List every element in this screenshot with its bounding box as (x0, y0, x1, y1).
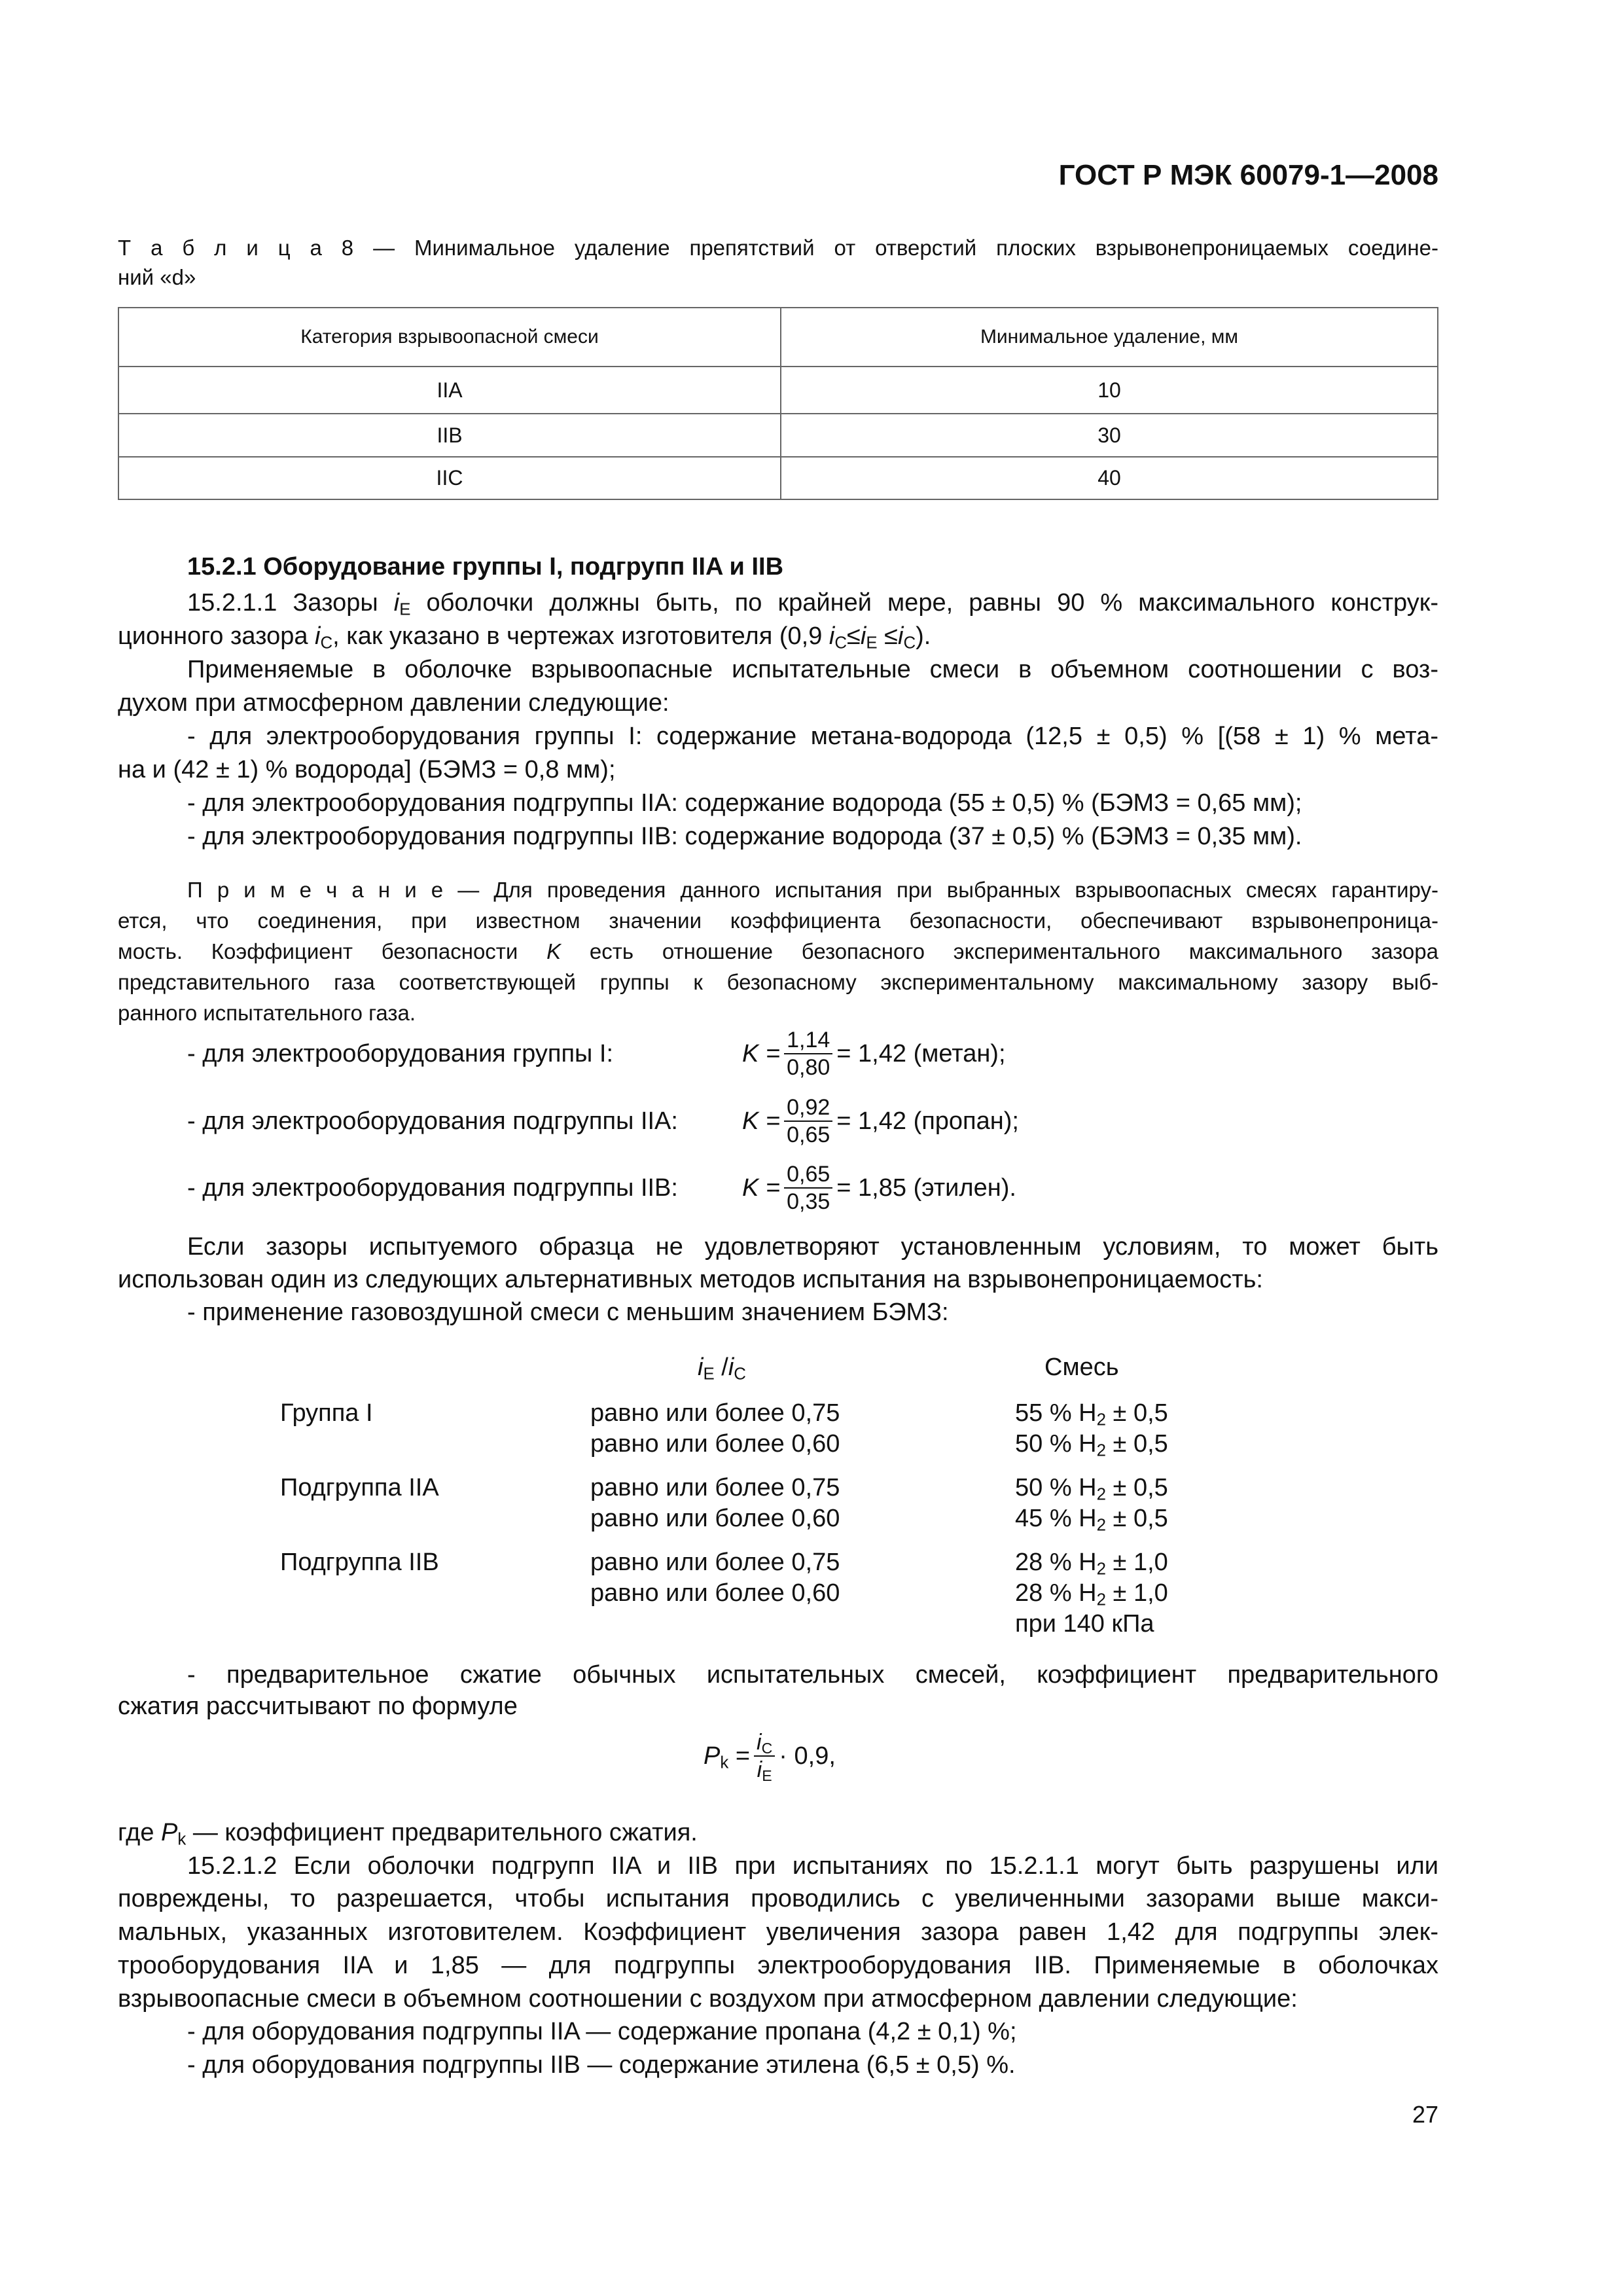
list-item (118, 2015, 1438, 2049)
text-run: = (728, 1742, 751, 1770)
subscript: C (320, 634, 333, 653)
math-symbol: i (698, 1354, 704, 1381)
subscript: C (903, 634, 916, 653)
subscript: C (834, 634, 847, 653)
text-line: - для оборудования подгруппы IIA — содержание пропана (4,2 ± 0,1) %; (187, 2018, 1017, 2046)
math-symbol: P (704, 1742, 721, 1770)
group-name: Группа I (280, 1399, 373, 1427)
subscript: 2 (1096, 1441, 1106, 1460)
text-line: - для электрооборудования группы I: содержание метана-водорода (12,5 ± 0,5) % [(58 ± 1) % мета- (187, 723, 1438, 750)
list-item (118, 787, 1438, 820)
text-line: 15.2.1.2 Если оболочки подгрупп IIA и IIB при испытаниях по 15.2.1.1 могут быть разрушены или (187, 1852, 1438, 1880)
pk-formula (704, 1723, 836, 1789)
text-run: при 140 кПа (1015, 1610, 1154, 1638)
coefficient-label: - для электрооборудования подгруппы IIB: (187, 1174, 678, 1202)
page-number: 27 (1412, 2101, 1438, 2128)
text-line: сжатия рассчитывают по формуле (118, 1693, 518, 1720)
coefficient-label: - для электрооборудования группы I: (187, 1039, 614, 1067)
fraction-denominator (754, 1757, 775, 1783)
math-symbol: i (728, 1354, 734, 1381)
text-run: 28 % H (1015, 1549, 1097, 1576)
fraction-numerator: 0,65 (784, 1161, 832, 1189)
text-run: ± 0,5 (1106, 1474, 1168, 1501)
subscript: k (177, 1830, 187, 1849)
subscript: E (866, 634, 878, 653)
text-run: ется, что соединения, при известном значении коэффициента безопасности, обеспечивают взрывонепроница- (118, 908, 1438, 933)
math-symbol: P (161, 1819, 178, 1846)
text-line (118, 905, 1438, 936)
text-run: ± 1,0 (1106, 1579, 1168, 1607)
text-run: 50 % H (1015, 1430, 1097, 1458)
text-run: оболочки должны быть, по крайней мере, равны 90 % максимального конструк- (410, 589, 1438, 617)
mixture-value (1015, 1503, 1168, 1534)
paragraph-where (118, 1816, 1438, 1850)
text-run: / (714, 1354, 728, 1381)
fraction-denominator: 0,65 (787, 1122, 830, 1147)
text-line: взрывоопасные смеси в объемном соотношении с воздухом при атмосферном давлении следующие: (118, 1984, 1298, 2013)
text-run: где (118, 1819, 162, 1846)
text-line (118, 936, 1438, 967)
table-row (118, 367, 1438, 414)
text-run: ± 1,0 (1106, 1549, 1168, 1576)
table-row (118, 414, 1438, 457)
list-item (118, 1296, 1438, 1329)
cell-distance: 40 (781, 457, 1438, 499)
text-run: ± 0,5 (1106, 1430, 1168, 1458)
mixture-value (1015, 1429, 1168, 1460)
subscript: E (762, 1767, 772, 1784)
coefficient-label: - для электрооборудования подгруппы IIA: (187, 1107, 678, 1135)
text-run: 50 % H (1015, 1474, 1097, 1501)
group-name: Подгруппа IIB (280, 1549, 439, 1576)
text-line: Если зазоры испытуемого образца не удовлетворяют установленным условиям, то может быть (187, 1233, 1438, 1261)
fraction-denominator: 0,80 (787, 1055, 830, 1080)
mixtures (1015, 1473, 1168, 1534)
math-symbol: i (897, 622, 904, 650)
fraction (784, 1094, 832, 1148)
mixture-value (1015, 1473, 1168, 1503)
text-line: Т а б л и ц а 8 — Минимальное удаление препятствий от отверстий плоских взрывонепроницаемых соедине- (118, 236, 1438, 260)
gap-ratios (590, 1398, 840, 1460)
math-symbol: i (393, 589, 400, 617)
text-line: духом при атмосферном давлении следующие: (118, 689, 669, 717)
mixture-header: Смесь (1044, 1354, 1119, 1381)
math-symbol: K (546, 939, 562, 963)
formula-lhs (704, 1742, 750, 1770)
list-item (118, 2049, 1438, 2082)
fraction (754, 1729, 775, 1783)
ratio-header (698, 1352, 746, 1383)
subscript: E (703, 1365, 715, 1384)
text-line: мальных, указанных изготовителем. Коэффициент увеличения зазора равен 1,42 для подгруппы элек- (118, 1918, 1438, 1946)
column-header-distance: Минимальное удаление, мм (781, 308, 1438, 367)
subscript: 2 (1096, 1410, 1106, 1429)
text-run: мость. Коэффициент безопасности (118, 939, 547, 963)
cell-category: IIA (118, 367, 781, 414)
subscript: k (720, 1753, 729, 1772)
text-line (118, 874, 1438, 905)
text-line: - предварительное сжатие обычных испытательных смесей, коэффициент предварительного (187, 1661, 1438, 1689)
text-line: - применение газовоздушной смеси с меньшим значением БЭМЗ: (187, 1299, 949, 1326)
text-run: 28 % H (1015, 1579, 1097, 1607)
list-item (118, 720, 1438, 787)
text-line: трооборудования IIA и 1,85 — для подгруппы электрооборудования IIB. Применяемые в оболочках (118, 1951, 1438, 1979)
k-symbol: K = (742, 1039, 781, 1067)
coefficient-result: = 1,85 (этилен). (836, 1174, 1016, 1202)
cell-distance: 10 (781, 367, 1438, 414)
text-line: использован один из следующих альтернативных методов испытания на взрывонепроницаемость: (118, 1266, 1263, 1293)
gap-ratios (590, 1473, 840, 1534)
text-line: повреждены, то разрешается, чтобы испытания проводились с увеличенными зазорами выше макси- (118, 1885, 1438, 1913)
math-symbol: i (315, 622, 321, 650)
text-run: есть отношение безопасного экспериментального максимального зазора (561, 939, 1438, 963)
text-line (118, 620, 1438, 653)
text-run: 15.2.1.1 Зазоры (187, 589, 394, 617)
column-header-category: Категория взрывоопасной смеси (118, 308, 781, 367)
text-run: ≤ (877, 622, 898, 650)
k-symbol: K = (742, 1107, 781, 1135)
list-item (118, 1659, 1438, 1722)
coefficient-result: = 1,42 (метан); (836, 1039, 1006, 1067)
group-name: Подгруппа IIA (280, 1474, 439, 1501)
math-symbol: i (757, 1730, 762, 1755)
text-run: ранного испытательного газа. (118, 1001, 416, 1025)
list-item (118, 820, 1438, 853)
table-row (118, 457, 1438, 499)
mixture-value (1015, 1398, 1168, 1429)
mixtures (1015, 1547, 1168, 1640)
text-line (118, 586, 1438, 620)
text-run: П р и м е ч а н и е — Для проведения данного испытания при выбранных взрывоопасных смесях гарантиру- (187, 878, 1438, 902)
subscript: 2 (1096, 1516, 1106, 1535)
text-line: - для оборудования подгруппы IIB — содержание этилена (6,5 ± 0,5) %. (187, 2051, 1016, 2079)
text-run: ционного зазора (118, 622, 315, 650)
formula-rhs: · 0,9, (779, 1742, 836, 1770)
text-run: 45 % H (1015, 1505, 1097, 1532)
coefficient-item (187, 1088, 1019, 1154)
fraction-numerator: 1,14 (784, 1027, 832, 1054)
paragraph-test-mixtures (118, 653, 1438, 720)
ratio-value: равно или более 0,60 (590, 1430, 840, 1458)
text-run: ± 0,5 (1106, 1399, 1168, 1427)
cell-category: IIC (118, 457, 781, 499)
cell-distance: 30 (781, 414, 1438, 457)
cell-category: IIB (118, 414, 781, 457)
paragraph-15-2-1-2 (118, 1850, 1438, 2016)
ratio-value: равно или более 0,75 (590, 1474, 840, 1501)
math-symbol: i (757, 1757, 762, 1782)
fraction (784, 1161, 832, 1215)
mixture-value (1015, 1547, 1168, 1578)
text-run: ). (916, 622, 931, 650)
table-caption (118, 233, 1438, 292)
math-symbol: i (860, 622, 866, 650)
fraction-numerator: 0,92 (784, 1094, 832, 1122)
section-body-3 (118, 1816, 1438, 2082)
subscript: C (734, 1365, 746, 1384)
ratio-value: равно или более 0,75 (590, 1549, 840, 1576)
mixture-value (1015, 1609, 1168, 1640)
fraction-denominator: 0,35 (787, 1189, 830, 1214)
coefficient-item (187, 1155, 1016, 1221)
mixtures (1015, 1398, 1168, 1460)
section-body-1 (118, 586, 1438, 853)
text-line: на и (42 ± 1) % водорода] (БЭМЗ = 0,8 мм); (118, 756, 616, 783)
section-body-2 (118, 1230, 1438, 1329)
text-run: ± 0,5 (1106, 1505, 1168, 1532)
text-line: - для электрооборудования подгруппы IIB: содержание водорода (37 ± 0,5) % (БЭМЗ = 0,35 мм). (187, 823, 1302, 850)
paragraph-alternative-methods (118, 1230, 1438, 1296)
table-8 (118, 307, 1438, 500)
text-line (118, 1816, 1438, 1850)
document-id: ГОСТ Р МЭК 60079-1—2008 (1058, 159, 1438, 191)
text-run: — коэффициент предварительного сжатия. (186, 1819, 698, 1846)
table-header-row (118, 308, 1438, 367)
text-run: ≤ (847, 622, 861, 650)
note (118, 874, 1438, 1028)
math-symbol: i (829, 622, 835, 650)
gap-ratios (590, 1547, 840, 1609)
text-run: представительного газа соответствующей группы к безопасному экспериментальному максимальному зазору выб- (118, 970, 1438, 994)
subscript: 2 (1096, 1560, 1106, 1579)
mixture-value (1015, 1578, 1168, 1609)
text-run: , как указано в чертежах изготовителя (0,9 (332, 622, 829, 650)
subscript: E (399, 600, 411, 619)
ratio-value: равно или более 0,75 (590, 1399, 840, 1427)
section-heading: 15.2.1 Оборудование группы I, подгрупп IIA и IIB (187, 553, 784, 581)
subscript: 2 (1096, 1590, 1106, 1609)
subscript: C (761, 1739, 773, 1757)
ratio-value: равно или более 0,60 (590, 1579, 840, 1607)
text-line (118, 967, 1438, 997)
ratio-value: равно или более 0,60 (590, 1505, 840, 1532)
coefficient-item (187, 1021, 1006, 1086)
fraction (784, 1027, 832, 1081)
text-line: Применяемые в оболочке взрывоопасные испытательные смеси в объемном соотношении с воз- (187, 656, 1438, 683)
fraction-numerator (754, 1729, 775, 1757)
text-run: 55 % H (1015, 1399, 1097, 1427)
coefficient-result: = 1,42 (пропан); (836, 1107, 1019, 1135)
text-line: - для электрооборудования подгруппы IIA: содержание водорода (55 ± 0,5) % (БЭМЗ = 0,65 мм); (187, 789, 1302, 817)
k-symbol: K = (742, 1174, 781, 1202)
text-line: ний «d» (118, 265, 196, 289)
subscript: 2 (1096, 1485, 1106, 1504)
paragraph-15-2-1-1 (118, 586, 1438, 653)
